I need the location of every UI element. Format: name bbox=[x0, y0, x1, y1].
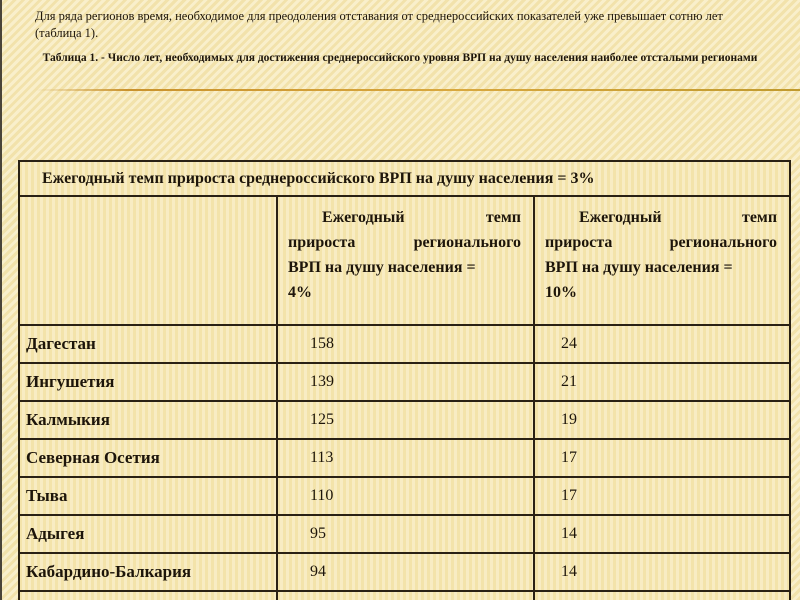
years-4pct-cell: 110 bbox=[277, 477, 534, 515]
region-name-cell: Ингушетия bbox=[19, 363, 277, 401]
column-header-10pct bbox=[534, 196, 790, 325]
years-4pct-cell: 139 bbox=[277, 363, 534, 401]
table-row bbox=[19, 439, 790, 477]
header-line-segment: регионального bbox=[669, 234, 778, 251]
header-line-segment: регионального bbox=[413, 234, 521, 251]
table-row bbox=[19, 401, 790, 439]
header-line-segment: темп bbox=[485, 209, 521, 226]
table-row bbox=[19, 553, 790, 591]
years-4pct-cell: 125 bbox=[277, 401, 534, 439]
region-name-cell bbox=[19, 591, 277, 600]
table-column-header-row bbox=[19, 196, 790, 325]
header-line-segment: темп bbox=[741, 209, 778, 226]
header-line: ВРП на душу населения = bbox=[288, 259, 476, 276]
table-merged-header-row bbox=[19, 161, 790, 196]
header-line bbox=[288, 205, 521, 230]
region-name-cell: Дагестан bbox=[19, 325, 277, 363]
header-line bbox=[288, 230, 521, 255]
years-4pct-cell: 158 bbox=[277, 325, 534, 363]
header-line bbox=[545, 230, 777, 255]
merged-header-cell: Ежегодный темп прироста среднероссийского ВРП на душу населения = 3% bbox=[19, 161, 790, 196]
years-4pct-cell bbox=[277, 591, 534, 600]
table-row bbox=[19, 325, 790, 363]
table-caption: Таблица 1. - Число лет, необходимых для достижения среднероссийского уровня ВРП на душу населения наиболее отсталыми регионами bbox=[42, 52, 758, 64]
region-name-cell: Северная Осетия bbox=[19, 439, 277, 477]
years-10pct-cell: 21 bbox=[534, 363, 790, 401]
header-line: 4% bbox=[288, 284, 312, 301]
years-4pct-cell: 94 bbox=[277, 553, 534, 591]
intro-paragraph: Для ряда регионов время, необходимое для преодоления отставания от среднероссийских показателей уже превышает сотню лет (таблица 1). bbox=[35, 9, 723, 40]
years-10pct-cell: 17 bbox=[534, 439, 790, 477]
header-line-segment: Ежегодный bbox=[579, 209, 662, 226]
region-column-header-cell bbox=[19, 196, 277, 325]
years-10pct-cell: 24 bbox=[534, 325, 790, 363]
years-10pct-cell: 14 bbox=[534, 515, 790, 553]
table-row bbox=[19, 363, 790, 401]
horizontal-divider bbox=[35, 89, 800, 91]
column-header-4pct bbox=[277, 196, 534, 325]
years-10pct-cell bbox=[534, 591, 790, 600]
header-line-segment: Ежегодный bbox=[322, 209, 405, 226]
region-name-cell: Адыгея bbox=[19, 515, 277, 553]
table-row bbox=[19, 477, 790, 515]
header-line bbox=[545, 205, 777, 230]
years-4pct-cell: 113 bbox=[277, 439, 534, 477]
years-4pct-cell: 95 bbox=[277, 515, 534, 553]
table-row-partial bbox=[19, 591, 790, 600]
years-10pct-cell: 19 bbox=[534, 401, 790, 439]
years-10pct-cell: 17 bbox=[534, 477, 790, 515]
table-row bbox=[19, 515, 790, 553]
region-name-cell: Кабардино-Балкария bbox=[19, 553, 277, 591]
header-line-segment: прироста bbox=[545, 234, 613, 251]
header-line-segment: прироста bbox=[288, 234, 356, 251]
years-10pct-cell: 14 bbox=[534, 553, 790, 591]
region-name-cell: Тыва bbox=[19, 477, 277, 515]
region-name-cell: Калмыкия bbox=[19, 401, 277, 439]
slide-left-edge bbox=[0, 0, 2, 600]
header-line: 10% bbox=[545, 284, 577, 301]
years-to-reach-average-grp-table bbox=[18, 160, 791, 600]
header-line: ВРП на душу населения = bbox=[545, 259, 733, 276]
